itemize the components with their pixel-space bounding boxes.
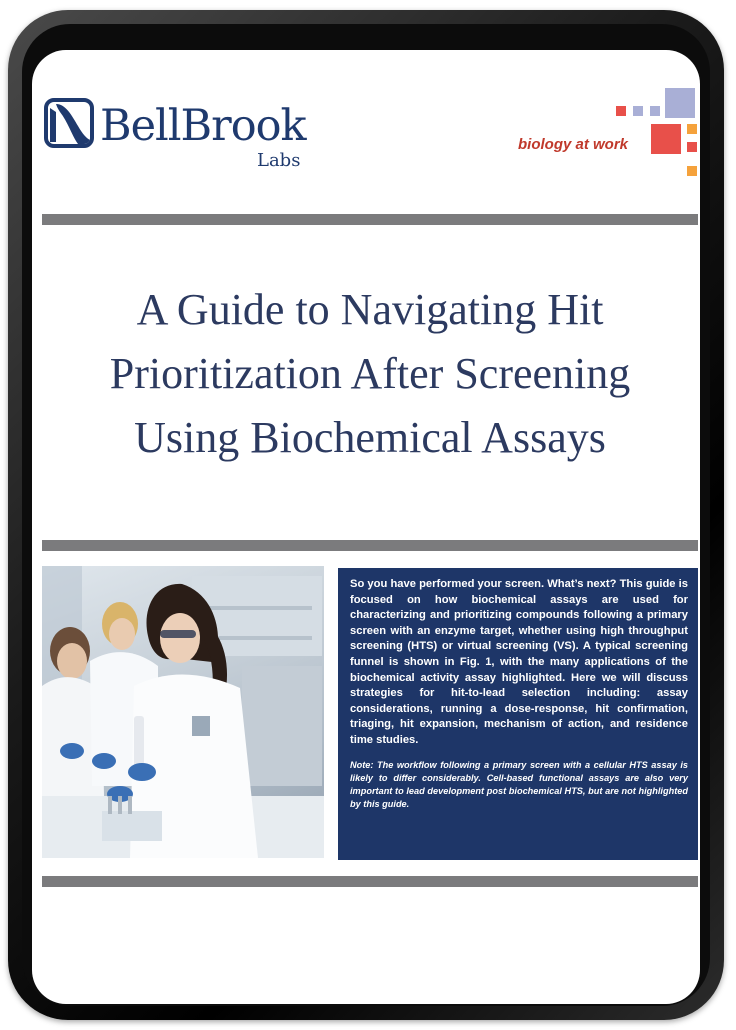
title-line: Using Biochemical Assays	[134, 413, 606, 462]
document-page	[32, 50, 700, 1004]
bellbrook-logo	[44, 98, 324, 178]
intro-box	[338, 568, 698, 860]
intro-paragraph: So you have performed your screen. What’s next? This guide is focused on how biochemical assays are used for characterizing and prioritizing compounds following a primary screen with an enzyme target, whether using high throughput screening (HTS) or virtual screening (VS). A typical screening funnel is shown in Fig. 1, with the many applications of the biochemical activity assay highlighted. Here we will discuss strategies for hit-to-lead selection including: assay considerations, running a dose-response, hit confirmation, triaging, hit expansion, mechanism of action, and residence time studies.	[350, 578, 688, 746]
intro-note: Note: The workflow following a primary screen with a cellular HTS assay is likely to differ considerably. Cell-based functional assays are also very important to lead development post biochemical HTS, but are not highlighted by this guide.	[350, 759, 688, 809]
tablet-frame	[8, 10, 724, 1020]
logo-mark-icon	[44, 98, 94, 148]
tagline: biology at work	[518, 136, 629, 153]
divider-bottom	[42, 876, 698, 887]
divider-top	[42, 214, 698, 225]
title-line: Prioritization After Screening	[109, 349, 631, 398]
logo-sub: Labs	[257, 150, 301, 171]
document-title	[42, 278, 698, 470]
scientists-in-lab-photo	[42, 566, 324, 858]
divider-middle	[42, 540, 698, 551]
logo-name: BellBrook	[100, 101, 306, 151]
title-line: A Guide to Navigating Hit	[136, 285, 604, 334]
